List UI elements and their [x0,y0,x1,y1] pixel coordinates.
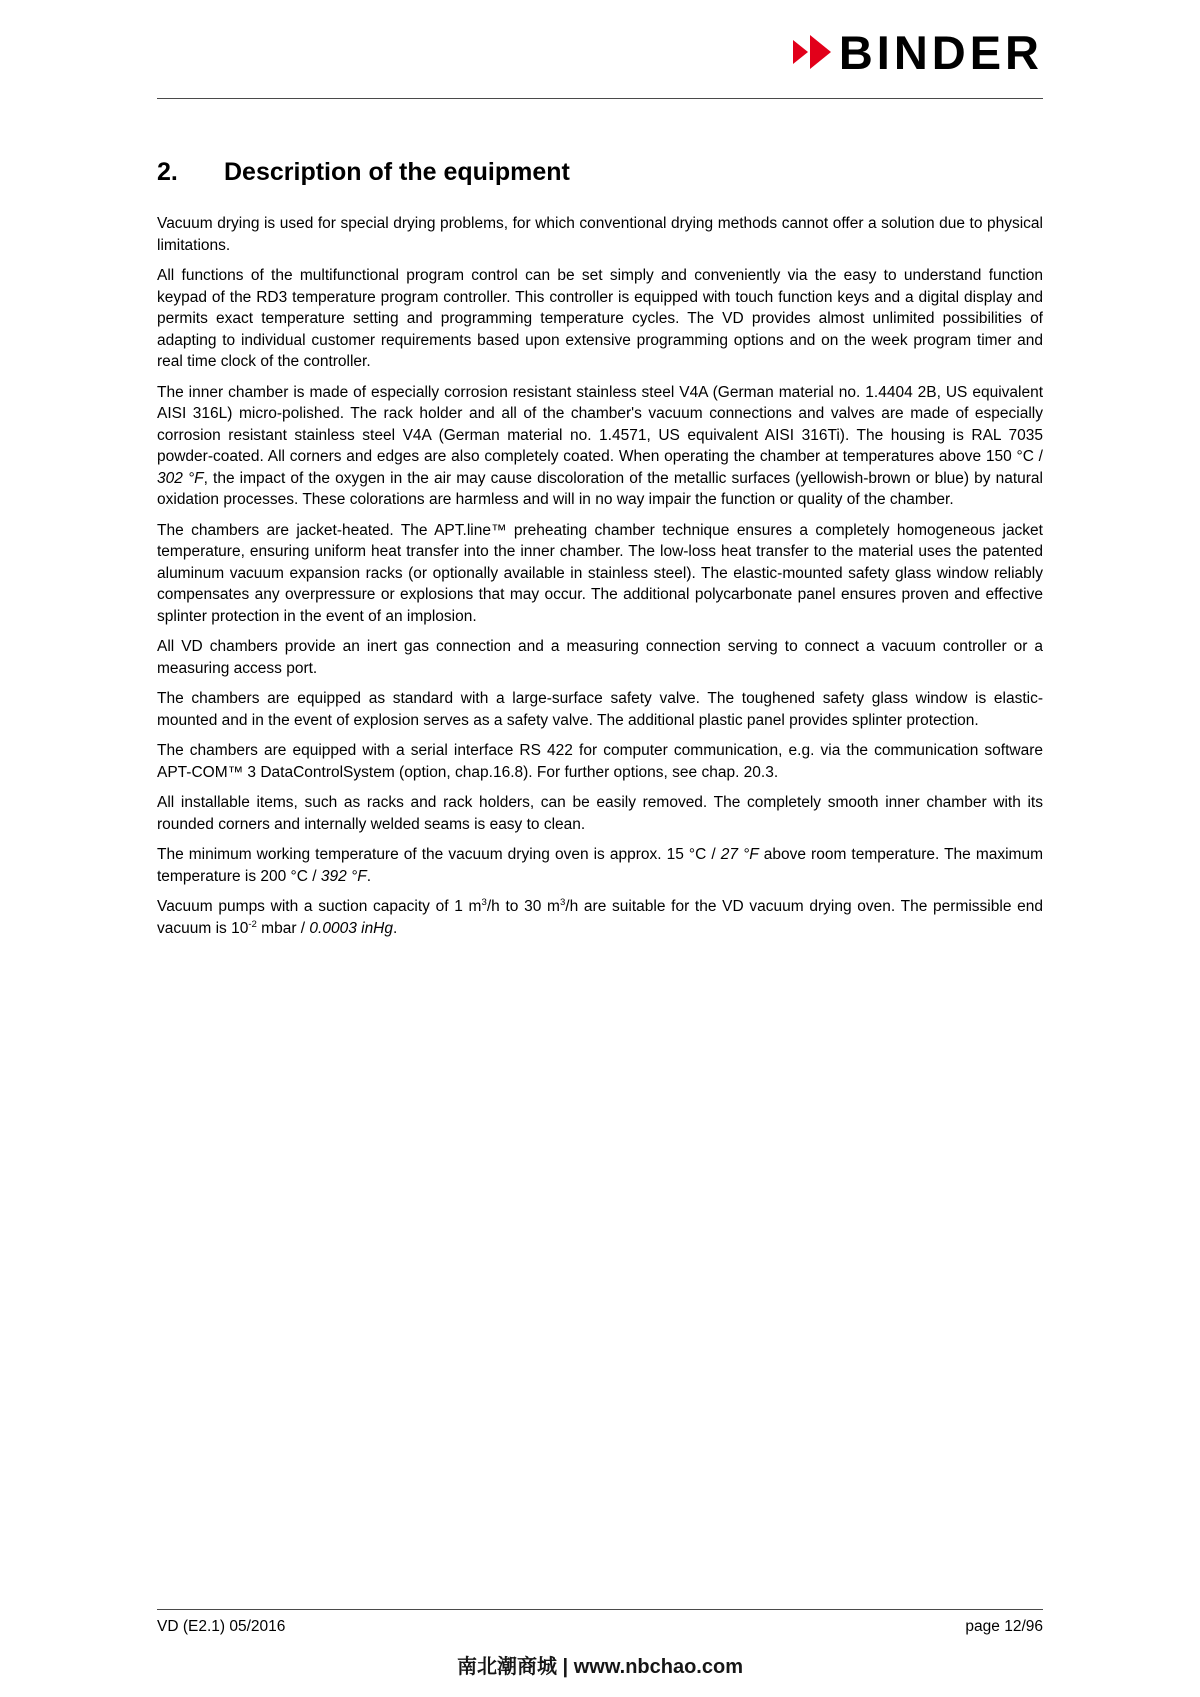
red-triangle-small-icon [793,40,808,64]
paragraph: The chambers are equipped as standard with a large-surface safety valve. The toughened safety glass window is elastic-mounted and in the event of explosion serves as a safety valve. The additional plastic panel provides splinter protection. [157,690,1043,729]
watermark-text: 南北潮商城 | www.nbchao.com [457,1656,743,1678]
page-footer [157,1609,1043,1679]
paragraph: All functions of the multifunctional program control can be set simply and conveniently via the easy to understand function keypad of the RD3 temperature program controller. This controller is equipped with touch function keys and a digital display and permits exact temperature setting and programming temperature cycles. The VD provides almost unlimited possibilities of adapting to individual customer requirements based upon extensive programming options and on the week program timer and real time clock of the controller. [157,267,1043,370]
paragraph: All installable items, such as racks and rack holders, can be easily removed. The completely smooth inner chamber with its rounded corners and internally welded seams is easy to clean. [157,794,1043,833]
document-reference: VD (E2.1) 05/2016 [157,1618,286,1635]
binder-logo-text: BINDER [838,25,1043,79]
paragraph: The inner chamber is made of especially corrosion resistant stainless steel V4A (German material no. 1.4404 2B, US equivalent AISI 316L) micro-polished. The rack holder and all of the chamber's vacuum connections and valves are made of especially corrosion resistant stainless steel V4A (German material no. 1.4571, US equivalent AISI 316Ti). The housing is RAL 7035 powder-coated. All corners and edges are also completely coated. When operating the chamber at temperatures above 150 °C / 302 °F, the impact of the oxygen in the air may cause discoloration of the metallic surfaces (yellowish-brown or blue) by natural oxidation processes. These colorations are harmless and will in no way impair the function or quality of the chamber. [157,383,1043,508]
header-divider [157,98,1043,99]
red-triangle-large-icon [810,35,831,69]
paragraph: All VD chambers provide an inert gas connection and a measuring connection serving to connect a vacuum controller or a measuring access port. [157,638,1043,677]
page-header [0,0,1200,99]
body-paragraphs [157,213,1043,939]
paragraph: Vacuum pumps with a suction capacity of 1 $m^3/h$ to 30 $m^3/h$ are suitable for the VD vacuum drying oven. The permissible end vacuum is $10^{-2}$ mbar / 0.0003 inHg. [157,896,1043,937]
paragraph: The chambers are equipped with a serial interface RS 422 for computer communication, e.g. via the communication software APT-COM™ 3 DataControlSystem (option, chap.16.8). For further options, see chap. 20.3. [157,742,1043,781]
section-heading [157,157,1043,187]
paragraph: Vacuum drying is used for special drying problems, for which conventional drying methods cannot offer a solution due to physical limitations. [157,215,1043,254]
page-body [0,157,1200,939]
section-title: Description of the equipment [224,158,570,186]
paragraph: The chambers are jacket-heated. The APT.line™ preheating chamber technique ensures a completely homogeneous jacket temperature, ensuring uniform heat transfer into the inner chamber. The low-loss heat transfer to the material uses the patented aluminum vacuum expansion racks (or optionally available in stainless steel). The elastic-mounted safety glass window reliably compensates any overpressure or explosions that may occur. The additional polycarbonate panel ensures proven and effective splinter protection in the event of an implosion. [157,521,1043,625]
section-number: 2. [157,158,178,186]
binder-logo [157,26,1043,78]
footer-row [157,1618,1043,1636]
footer-divider [157,1609,1043,1610]
page-number: page 12/96 [965,1618,1043,1635]
paragraph: The minimum working temperature of the vacuum drying oven is approx. 15 °C / 27 °F above room temperature. The maximum temperature is 200 °C / 392 °F. [157,846,1043,885]
binder-logo-arrows-icon [793,35,831,69]
